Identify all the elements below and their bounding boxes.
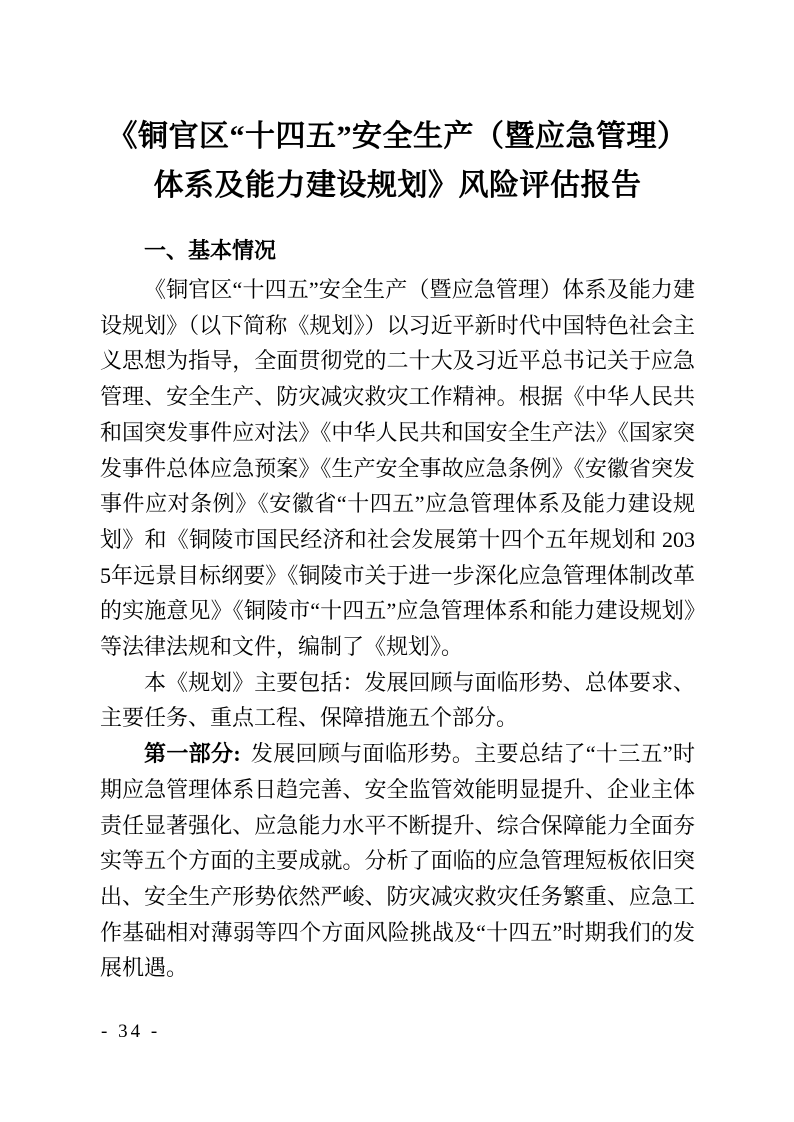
page-number: - 34 - — [101, 1021, 161, 1042]
paragraph-part-one-lead: 第一部分: — [144, 741, 241, 767]
paragraph-part-one-text: 发展回顾与面临形势。主要总结了“十三五”时期应急管理体系日趋完善、安全监管效能明显提升、企业主体责任显著强化、应急能力水平不断提升、综合保障能力全面夯实等五个方面的主要成就。分析了面临的应急管理短板依旧突出、安全生产形势依然严峻、防灾减灾救灾任务繁重、应急工作基础相对薄弱等四个方面风险挑战及“十四五”时期我们的发展机遇。 — [100, 741, 696, 981]
paragraph-plan-structure: 本《规划》主要包括：发展回顾与面临形势、总体要求、主要任务、重点工程、保障措施五个部分。 — [100, 669, 695, 731]
paragraph-plan-basis: 《铜官区“十四五”安全生产（暨应急管理）体系及能力建设规划》（以下简称《规划》）以习近平新时代中国特色社会主义思想为指导，全面贯彻党的二十大及习近平总书记关于应急管理、安全生产、防灾减灾救灾工作精神。根据《中华人民共和国突发事件应对法》《中华人民共和国安全生产法》《国家突发事件总体应急预案》《生产安全事故应急条例》《安徽省突发事件应对条例》《安徽省“十四五”应急管理体系及能力建设规划》和《铜陵市国民经济和社会发展第十四个五年规划和 2035年远景目标纲要》《铜陵市关于进一步深化应急管理体制改革的实施意见》《铜陵市“十四五”应急管理体系和能力建设规划》等法律法规和文件，编制了《规划》。 — [100, 277, 696, 660]
document-title-line-1: 《铜官区“十四五”安全生产（暨应急管理） — [107, 120, 688, 153]
paragraph-part-one — [100, 736, 695, 986]
document-title-line-2: 体系及能力建设规划》风险评估报告 — [153, 169, 642, 202]
document-title — [100, 112, 695, 210]
section-heading-basic-situation: 一、基本情况 — [144, 238, 277, 263]
